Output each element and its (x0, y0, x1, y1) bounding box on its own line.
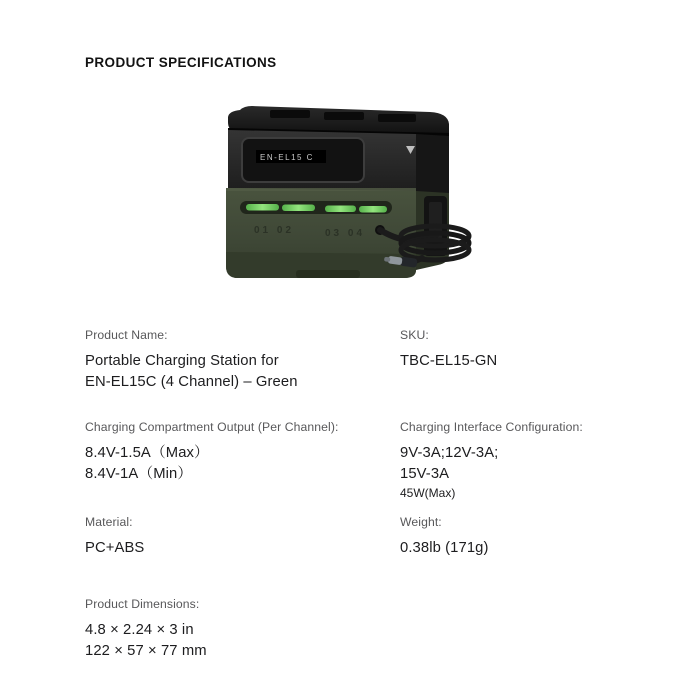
spec-value-line: 15V-3A (400, 466, 450, 482)
spec-dimensions (85, 597, 385, 662)
page-title: PRODUCT SPECIFICATIONS (85, 55, 277, 71)
spec-value-line: 9V-3A;12V-3A; (400, 445, 499, 461)
led-bar-3 (325, 206, 356, 213)
spec-weight (400, 515, 630, 559)
product-image (198, 100, 510, 300)
battery-label: EN-EL15 C (260, 153, 314, 162)
led-bar-4 (359, 206, 387, 213)
spec-label: Charging Compartment Output (Per Channel): (85, 420, 339, 434)
spec-label: Product Name: (85, 328, 168, 342)
spec-label: Product Dimensions: (85, 597, 200, 611)
led-bar-1 (246, 204, 279, 211)
spec-label: Weight: (400, 515, 442, 529)
spec-product-name (85, 328, 385, 393)
spec-value-line: PC+ABS (85, 540, 145, 556)
spec-label: SKU: (400, 328, 429, 342)
spec-value-line: TBC-EL15-GN (400, 353, 498, 369)
spec-value-line: 8.4V-1A（Min） (85, 466, 193, 482)
spec-value-line: 8.4V-1.5A（Max） (85, 445, 209, 461)
slot-label-left: 01 02 (254, 225, 295, 236)
spec-material (85, 515, 385, 559)
led-bar-2 (282, 205, 315, 212)
slot-label-right: 03 04 (325, 228, 366, 239)
spec-label: Charging Interface Configuration: (400, 420, 583, 434)
charging-station-illustration (198, 100, 510, 300)
spec-value-line: 4.8 × 2.24 × 3 in (85, 622, 194, 638)
spec-compartment-output (85, 420, 385, 485)
spec-value-note: 45W(Max) (400, 486, 456, 500)
spec-value-line: 0.38lb (171g) (400, 540, 489, 556)
spec-label: Material: (85, 515, 133, 529)
spec-value-line: 122 × 57 × 77 mm (85, 643, 207, 659)
spec-value-line: Portable Charging Station for (85, 353, 279, 369)
spec-interface-configuration (400, 420, 630, 502)
spec-sku (400, 328, 630, 372)
device-smoke-window (228, 130, 449, 194)
spec-value-line: EN-EL15C (4 Channel) – Green (85, 374, 298, 390)
